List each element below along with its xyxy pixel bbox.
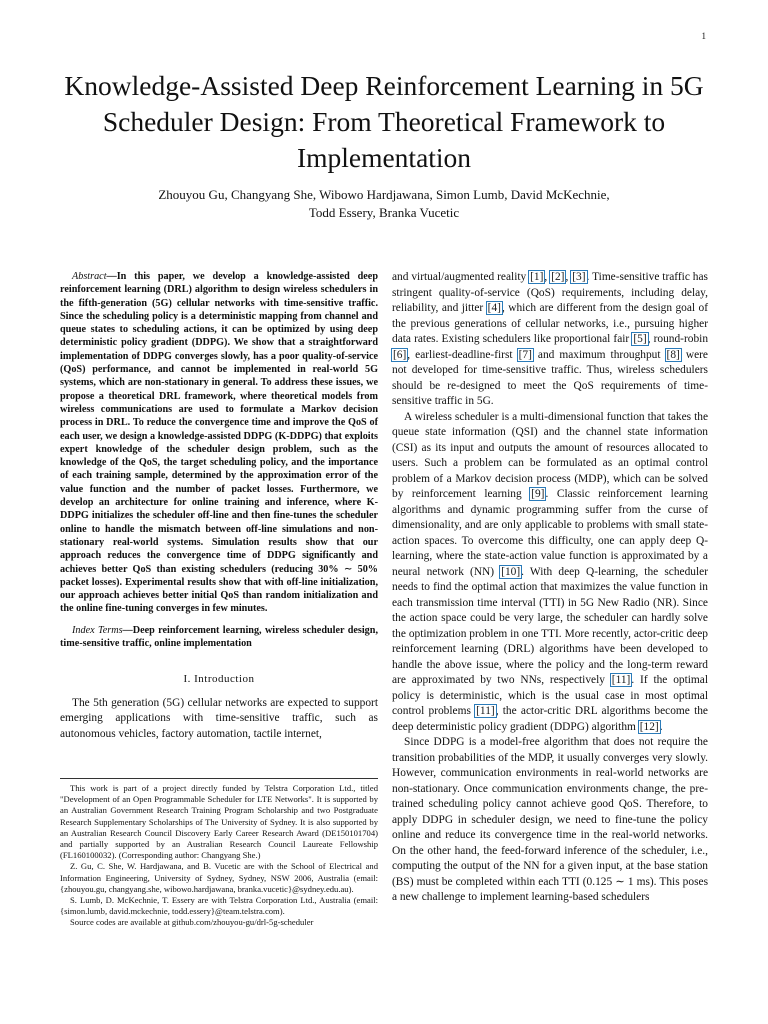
citation-link[interactable]: [4]	[487, 302, 501, 314]
text-run: , which are different from the design goal of the previous generations of cellular networks, i.e., pursuing higher data rates. Existing schedulers like proportional fair	[392, 302, 708, 345]
citation-link[interactable]: [7]	[518, 348, 532, 361]
citation-link[interactable]: [6]	[393, 348, 407, 361]
footnote-affiliation-telstra: S. Lumb, D. McKechnie, T. Essery are with Telstra Corporation Ltd., Australia (email: {simon.lumb, david.mckechnie, todd.essery}@team.telstra.com).	[60, 895, 378, 917]
left-column	[60, 270, 378, 742]
citation-link[interactable]: [5]	[633, 333, 647, 345]
index-terms-text: —Deep reinforcement learning, wireless scheduler design, time-sensitive traffic, online implementation	[60, 624, 378, 650]
author-line: Todd Essery, Branka Vucetic	[308, 205, 460, 220]
footnotes	[60, 778, 378, 929]
text-run: .	[659, 720, 663, 733]
text-run: . With deep Q-learning, the scheduler needs to find the optimal action that maximizes the value function in each transmission time interval (TTI) in 5G New Radio (NR). Since the action space could be very large, the scheduler can hardly solve the optimization problem in one TTI. More recently, actor-critic deep reinforcement learning (DRL) algorithms have been developed to handle the above issue, where the policy and the long-term reward are approximated by two NNs, respectively	[392, 565, 708, 686]
ddpg-paragraph: Since DDPG is a model-free algorithm that does not require the transition probabilities of the MDP, it usually converges very slowly. However, communication environments in real-world networks are non-stationary. Once communication environments change, the pre-trained scheduling policy cannot achieve good QoS. Therefore, to apply DDPG in scheduler design, we need to fine-tune the policy online and reduce its convergence time in the real-world networks. On the other hand, the feed-forward inference of the scheduler, i.e., computing the output of the NN for a given input, at the base station (BS) must be completed within each TTI (0.125 ∼ 1 ms). This poses a new challenge to implement learning-based schedulers	[392, 736, 708, 903]
index-terms	[60, 624, 378, 651]
text-run: ,	[565, 271, 572, 283]
citation-link[interactable]: [10]	[501, 565, 521, 578]
citation-link[interactable]: [3]	[572, 271, 586, 283]
author-list	[40, 186, 728, 222]
intro-paragraph-continued	[392, 270, 708, 410]
footnote-funding: This work is part of a project directly funded by Telstra Corporation Ltd., titled "Development of an Open Programmable Scheduler for LTE Networks". It is supported by an Australian Government Research Training Program Scholarship and two Postgraduate Research Supplementary Scholarships of The University of Sydney. It is also supported by an Australian Research Council Discovery Early Career Research Award (DE150101704) and partially supported by an Australian Research Council Laureate Fellowship (FL160100032). (Corresponding author: Changyang She.)	[60, 783, 378, 861]
text-run: , the actor-critic DRL algorithms become the deep deterministic policy gradient (DDPG) algorithm	[392, 705, 708, 733]
text-run: ,	[544, 271, 551, 283]
paper-title: Knowledge-Assisted Deep Reinforcement Learning in 5G Scheduler Design: From Theoretical Framework to Implementation	[64, 70, 704, 173]
abstract-label: Abstract	[72, 271, 107, 282]
text-run: . If the optimal policy is deterministic, which is the usual case in most optimal control problems	[392, 674, 708, 717]
text-run: , earliest-deadline-first	[407, 348, 518, 361]
intro-paragraph: The 5th generation (5G) cellular networks are expected to support emerging applications with time-sensitive traffic, such as autonomous vehicles, factory automation, tactile internet,	[60, 696, 378, 740]
citation-link[interactable]: [9]	[531, 488, 545, 500]
text-run: , round-robin	[647, 333, 709, 345]
scheduler-paragraph	[392, 410, 708, 736]
citation-link[interactable]: [2]	[551, 271, 565, 283]
footnote-affiliation-sydney: Z. Gu, C. She, W. Hardjawana, and B. Vucetic are with the School of Electrical and Information Engineering, University of Sydney, Sydney, NSW 2006, Australia (email: {zhouyou.gu, changyang.she, wibowo.hardjawana, branka.vucetic}@sydney.edu.au).	[60, 861, 378, 894]
text-run: were not developed for time-sensitive traffic. Thus, wireless schedulers should be re-designed to meet the QoS requirements of time-sensitive traffic in 5G.	[392, 348, 708, 407]
text-run: and maximum throughput	[532, 348, 666, 361]
abstract	[60, 270, 378, 616]
section-heading-introduction: I. Introduction	[183, 673, 255, 686]
footnote-source-code: Source codes are available at github.com/zhouyou-gu/drl-5g-scheduler	[70, 917, 314, 928]
citation-link[interactable]: [1]	[530, 271, 544, 283]
index-terms-label: Index Terms	[72, 624, 123, 636]
text-run: . Time-sensitive traffic has stringent quality-of-service (QoS) requirements, including delay, reliability, and jitter	[392, 271, 708, 314]
text-run: and virtual/augmented reality	[392, 271, 530, 283]
citation-link[interactable]: [12]	[639, 720, 659, 733]
citation-link[interactable]: [11]	[476, 705, 495, 717]
right-column	[392, 270, 708, 906]
page-number: 1	[701, 31, 706, 41]
citation-link[interactable]: [11]	[611, 674, 631, 686]
author-line: Zhouyou Gu, Changyang She, Wibowo Hardjawana, Simon Lumb, David McKechnie,	[158, 187, 610, 202]
text-run: . Classic reinforcement learning algorithms and dynamic programming suffer from the curse of dimensionality, and are only applicable to problems with small state-action spaces. To overcome this difficulty, one can apply deep Q-learning, where the state-action value function is approximated by a neural network (NN)	[392, 488, 708, 578]
text-run: A wireless scheduler is a multi-dimensional function that takes the queue state information (QSI) and the channel state information (CSI) as its input and outputs the amount of resources allocated to users. Such a problem can be formulated as an optimal control problem of a Markov decision process (MDP), which can be solved by reinforcement learning	[392, 410, 708, 500]
abstract-text: —In this paper, we develop a knowledge-assisted deep reinforcement learning (DRL) algorithm to design wireless schedulers in the fifth-generation (5G) cellular networks with time-sensitive traffic. Since the scheduling policy is a deterministic mapping from channel and queue states to scheduling actions, it can be optimized by using deep deterministic policy gradient (DDPG). We show that a straightforward implementation of DDPG converges slowly, has a poor quality-of-service (QoS) performance, and cannot be implemented in real-world 5G systems, which are non-stationary in general. To address these issues, we propose a theoretical DRL framework, where theoretical models from wireless communications are used to formulate a Markov decision process in DRL. To reduce the convergence time and improve the QoS of each user, we design a knowledge-assisted DDPG (K-DDPG) that exploits expert knowledge of the scheduler design problem, such as the knowledge of the QoS, the target scheduling policy, and the importance of each training sample, determined by the approximation error of the value function and the number of packet losses. Furthermore, we develop an architecture for online training and inference, where K-DDPG initializes the scheduler off-line and then fine-tunes the scheduler online to handle the mismatch between off-line simulations and non-stationary real-world systems. Simulation results show that our approach reduces the convergence time of DDPG significantly and achieves better QoS than existing schedulers (reducing 30% ∼ 50% packet losses). Experimental results show that with off-line initialization, our approach achieves better initial QoS than random initialization and the online fine-tuning converges in few minutes.	[60, 271, 378, 615]
citation-link[interactable]: [8]	[666, 348, 680, 361]
